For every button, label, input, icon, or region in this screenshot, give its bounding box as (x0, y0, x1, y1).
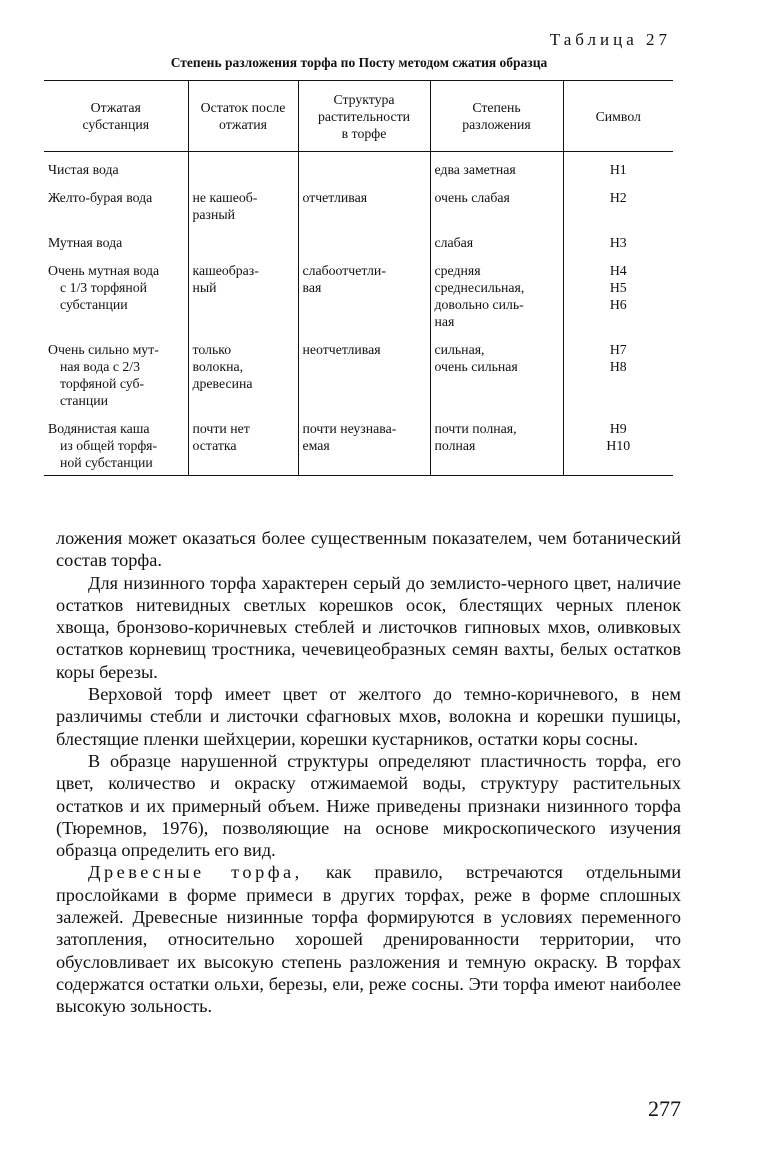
cell-substance (44, 341, 188, 420)
cell-symbol: H4 H5 H6 (563, 262, 673, 341)
cell-symbol: H2 (563, 189, 673, 234)
cell-substance (44, 262, 188, 341)
cell-symbol: H7 H8 (563, 341, 673, 420)
table-row (44, 234, 673, 262)
substance-first-line: Водянистая каша (48, 421, 150, 436)
substance-continuation: из общей торфя- ной субстанции (60, 438, 158, 470)
cell-structure: неотчетливая (298, 341, 430, 420)
cell-degree: едва заметная (430, 152, 563, 190)
header-squeezed-substance: Отжатая субстанция (44, 81, 188, 152)
cell-degree: почти полная, полная (430, 420, 563, 476)
substance-continuation: с 1/3 торфяной субстанции (60, 280, 148, 312)
cell-residue (188, 234, 298, 262)
cell-structure (298, 234, 430, 262)
table-row (44, 420, 673, 476)
cell-substance: Мутная вода (48, 235, 123, 250)
table-row (44, 152, 673, 190)
cell-residue: кашеобраз- ный (188, 262, 298, 341)
cell-substance: Желто-бурая вода (48, 190, 153, 205)
cell-structure: отчетливая (298, 189, 430, 234)
woody-peat-lead: Древесные торфа, (88, 862, 303, 883)
cell-degree: очень слабая (430, 189, 563, 234)
table-number: Таблица 27 (549, 30, 671, 49)
header-residue: Остаток после отжатия (188, 81, 298, 152)
cell-degree: сильная, очень сильная (430, 341, 563, 420)
cell-degree: слабая (430, 234, 563, 262)
decomposition-table (44, 80, 673, 476)
cell-symbol: H1 (563, 152, 673, 190)
cell-structure: почти неузнава- емая (298, 420, 430, 476)
cell-symbol: H9 H10 (563, 420, 673, 476)
header-symbol: Символ (563, 81, 673, 152)
cell-residue: только волокна, древесина (188, 341, 298, 420)
woody-peat-text: как правило, встречаются отдельными прослойками в форме примеси в других торфах, реже в форме сплошных залежей. Древесные низинные торфа формируются в условиях переменного затопления, относительно хорошей дренированности территории, что обусловливает их высокую степень разложения и темную окраску. В торфах содержатся остатки ольхи, березы, ели, реже сосны. Эти торфа имеют наиболее высокую зольность. (56, 862, 681, 1017)
cell-residue (188, 152, 298, 190)
cell-residue: почти нет остатка (188, 420, 298, 476)
cell-residue: не кашеоб- разный (188, 189, 298, 234)
paragraph-disturbed-sample: В образце нарушенной структуры определяют пластичность торфа, его цвет, количество и окраску отжимаемой воды, структуру растительных остатков и их примерный объем. Ниже приведены признаки низинного торфа (Тюремнов, 1976), позволяющие на основе микроскопического изучения образца определить его вид. (56, 750, 681, 861)
paragraph-continuation: ложения может оказаться более существенным показателем, чем ботанический состав торфа. (56, 528, 681, 571)
table-row (44, 262, 673, 341)
table-title: Степень разложения торфа по Посту методом сжатия образца (170, 55, 548, 70)
paragraph-lowland-peat: Для низинного торфа характерен серый до землисто-черного цвет, наличие остатков нитевидных светлых корешков осок, блестящих черных пленок хвоща, бронзово-коричневых стеблей и листочков гипновых мхов, оливковых остатков корневищ тростника, чечевицеобразных семян вахты, белых остатков коры березы. (56, 572, 681, 682)
table-header-row (44, 81, 673, 152)
cell-substance (44, 420, 188, 476)
body-text (56, 527, 681, 1018)
cell-symbol: H3 (563, 234, 673, 262)
cell-degree: средняя среднесильная, довольно силь- ная (430, 262, 563, 341)
table-row (44, 341, 673, 420)
cell-structure: слабоотчетли- вая (298, 262, 430, 341)
page-number: 277 (648, 1096, 681, 1121)
substance-continuation: ная вода с 2/3 торфяной суб- станции (60, 359, 145, 408)
cell-substance: Чистая вода (48, 162, 119, 177)
paragraph-highmoor-peat: Верховой торф имеет цвет от желтого до темно-коричневого, в нем различимы стебли и листочки сфагновых мхов, волокна и корешки пушицы, блестящие пленки шейхцерии, корешки кустарников, остатки коры сосны. (56, 684, 681, 749)
substance-first-line: Очень сильно мут- (48, 342, 159, 357)
cell-structure (298, 152, 430, 190)
header-plant-structure: Структура растительности в торфе (298, 81, 430, 152)
substance-first-line: Очень мутная вода (48, 263, 160, 278)
header-decomposition-degree: Степень разложения (430, 81, 563, 152)
table-row (44, 189, 673, 234)
paragraph-woody-peat (56, 861, 681, 1017)
